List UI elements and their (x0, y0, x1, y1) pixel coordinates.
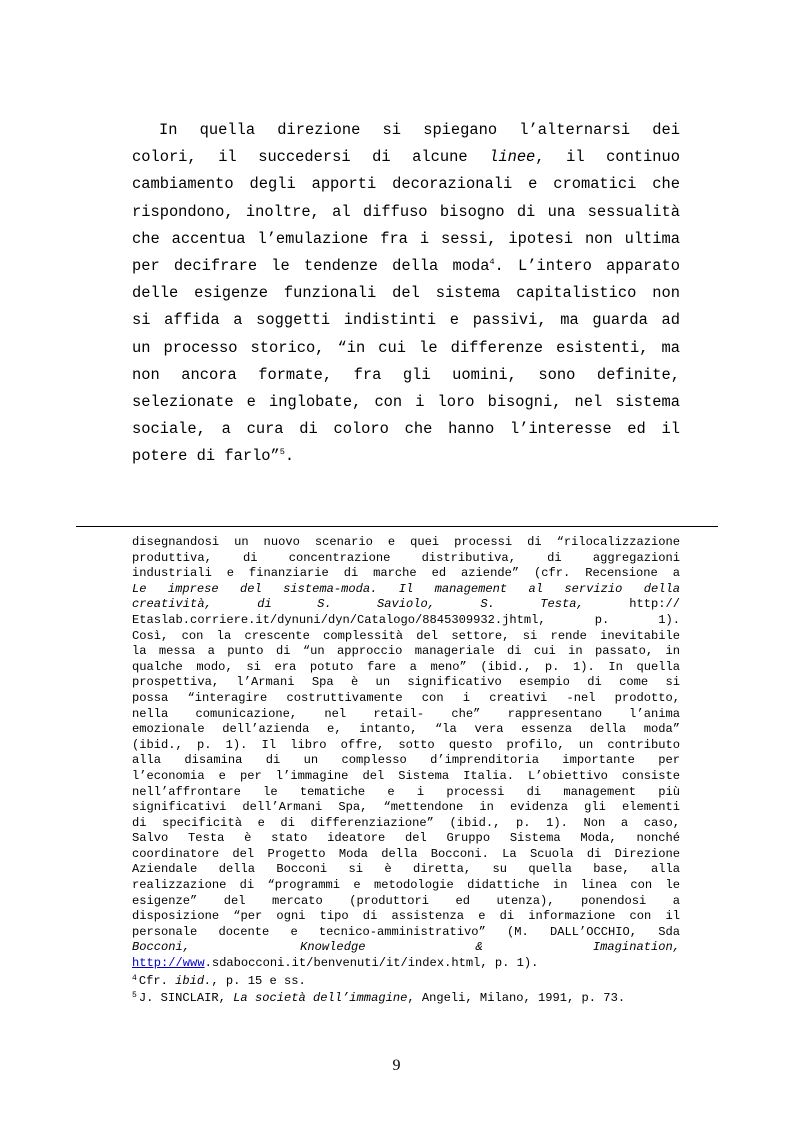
footnote-line: prospettiva, l’Armani Spa è un significativo esempio di come si (132, 675, 680, 690)
footnote-line: creatività, di S. Saviolo, S. Testa, http:// (132, 597, 680, 612)
footnote-line: produttiva, di concentrazione distributiva, di aggregazioni (132, 550, 680, 565)
footnote-line: Bocconi, Knowledge & Imagination, (132, 940, 680, 955)
footnote-line: Le imprese del sistema-moda. Il management al servizio della (132, 581, 680, 596)
page-number: 9 (392, 1057, 401, 1074)
body-line: In quella direzione si spiegano l’alternarsi dei (159, 121, 680, 139)
footnote-line: nell’affrontare le tematiche e i processi di management più (132, 784, 680, 799)
body-line: cambiamento degli apporti decorazionali e cromatici che (132, 175, 680, 194)
footnote-line: Aziendale della Bocconi si è diretta, su quella base, alla (132, 862, 680, 877)
footnote-line: qualche modo, si era potuto fare a meno” (ibid., p. 1). In quella (132, 659, 680, 674)
body-line: non ancora formate, fra gli uomini, sono definite, (132, 365, 680, 384)
body-line: selezionate e inglobate, con i loro bisogni, nel sistema (132, 392, 680, 411)
footnote-line: alla disamina di un complesso d’imprenditoria importante per (132, 753, 680, 768)
body-line: colori, il succedersi di alcune linee, il continuo (132, 148, 680, 167)
footnote-line: coordinatore del Progetto Moda della Bocconi. La Scuola di Direzione (132, 846, 680, 861)
footnote-line: realizzazione di “programmi e metodologie didattiche in linea con le (132, 878, 680, 893)
body-line: che accentua l’emulazione fra i sessi, ipotesi non ultima (132, 229, 680, 248)
body-line: delle esigenze funzionali del sistema capitalistico non (132, 284, 680, 303)
body-line: sociale, a cura di coloro che hanno l’interesse ed il (132, 420, 680, 439)
footnotes (132, 535, 680, 1007)
footnote-line: significativi dell’Armani Spa, “mettendone in evidenza gli elementi (132, 800, 680, 815)
footnote-line: emozionale dell’azienda e, intanto, “la vera essenza della moda” (132, 722, 680, 737)
footnote-line: possa “interagire costruttivamente con i creativi -nel prodotto, (132, 690, 680, 705)
footnote-ref-4[interactable]: 4 (489, 256, 495, 267)
footnote-line: Salvo Testa è stato ideatore del Gruppo Sistema Moda, nonché (132, 831, 680, 846)
footnote-line: (ibid., p. 1). Il libro offre, sotto questo profilo, un contributo (132, 737, 680, 752)
sda-bocconi-link[interactable]: http://www (132, 956, 205, 971)
body-line: per decifrare le tendenze della moda$^4$. L’intero apparato (132, 256, 681, 275)
footnote-line: esigenze” del mercato (produttori ed utenza), ponendosi a (132, 893, 680, 908)
body-line: rispondono, inoltre, al diffuso bisogno di una sessualità (132, 202, 680, 221)
footnote-line: http://www.sdabocconi.it/benvenuti/it/index.html, p. 1). (132, 956, 539, 971)
footnote-line: nella comunicazione, nel retail- che” rappresentano l’anima (132, 706, 680, 721)
footnote-line: personale docente e tecnico-amministrativo” (M. DALL’OCCHIO, Sda (132, 924, 680, 939)
footnote-5: $^5$ J. SINCLAIR, La società dell’immagine, Angeli, Milano, 1991, p. 73. (132, 991, 626, 1006)
footnote-line: Etaslab.corriere.it/dynuni/dyn/Catalogo/8845309932.jhtml, p. 1). (132, 612, 680, 627)
footnote-line: Così, con la crescente complessità del settore, si rende inevitabile (132, 628, 680, 643)
footnote-line: disposizione “per ogni tipo di assistenza e di informazione con il (132, 909, 680, 924)
body-line: si affida a soggetti indistinti e passivi, ma guarda ad (132, 311, 680, 330)
footnote-line: la messa a punto di “un approccio manageriale di cui in passato, in (132, 644, 680, 659)
body-line: potere di farlo”$^5$. (132, 447, 295, 466)
footnote-line: disegnandosi un nuovo scenario e quei processi di “rilocalizzazione (132, 535, 680, 549)
footnote-separator (76, 526, 718, 527)
footnote-line: l’economia e per l’immagine del Sistema Italia. L’obiettivo consiste (132, 768, 680, 783)
footnote-ref-5[interactable]: 5 (279, 447, 285, 458)
main-paragraph (132, 117, 680, 470)
body-line: un processo storico, “in cui le differenze esistenti, ma (132, 338, 680, 357)
footnote-4: $^4$ Cfr. ibid., p. 15 e ss. (132, 973, 306, 988)
footnote-line: di specificità e di differenziazione” (ibid., p. 1). Non a caso, (132, 815, 680, 830)
footnote-line: industriali e finanziarie di marche ed aziende” (cfr. Recensione a (132, 566, 680, 581)
